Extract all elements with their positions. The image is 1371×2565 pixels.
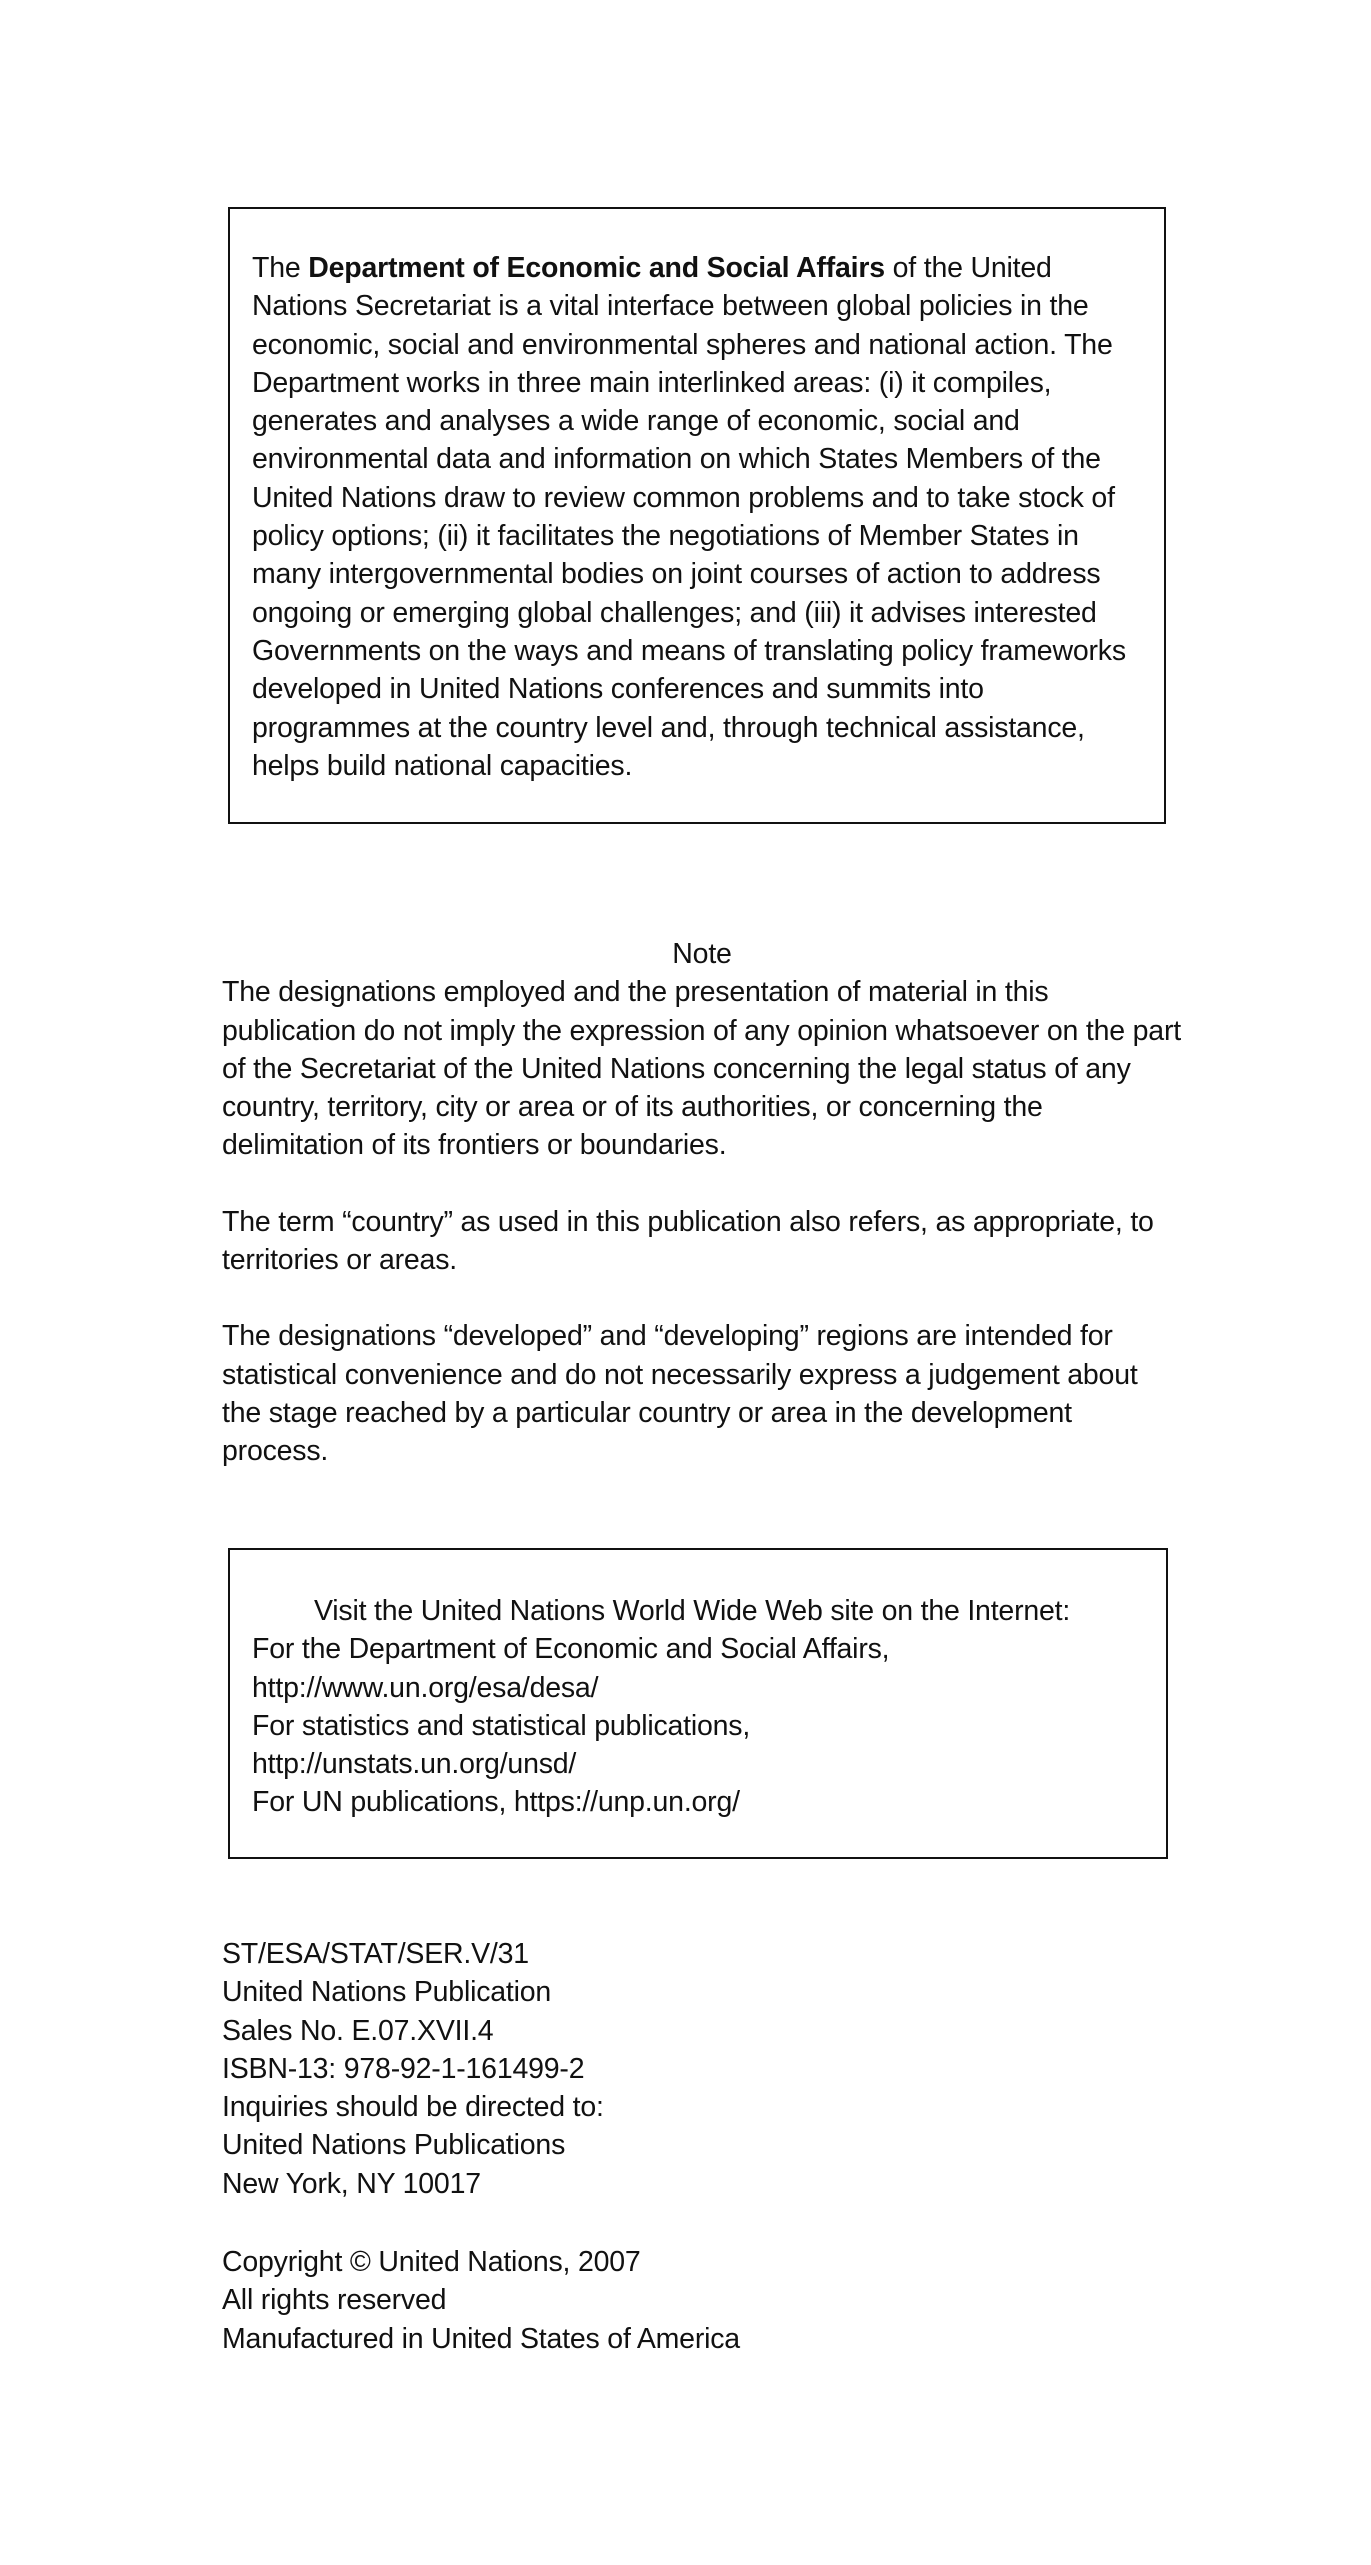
publisher-name: United Nations Publications	[222, 2129, 566, 2162]
desa-prefix: The	[252, 252, 309, 284]
copyright-block	[222, 2243, 1122, 2358]
document-symbol: ST/ESA/STAT/SER.V/31	[222, 1938, 529, 1970]
desa-url-link[interactable]: http://www.un.org/esa/desa/	[252, 1671, 599, 1704]
un-publications-line[interactable]: For UN publications, https://unp.un.org/	[252, 1786, 740, 1819]
manufacture-line: Manufactured in United States of America	[222, 2322, 740, 2355]
desa-name: Department of Economic and Social Affairs	[308, 252, 885, 284]
note-section	[222, 935, 1182, 1509]
sales-number: Sales No. E.07.XVII.4	[222, 2014, 494, 2047]
desa-description-box	[228, 207, 1166, 824]
desa-body: of the United Nations Secretariat is a vital interface between global policies in the economic, social and environmental spheres and national action. The Department works in three main interlinked areas: (i) it compiles, generates and analyses a wide range of economic, social and environmental data and information on which States Members of the United Nations draw to review common problems and to take stock of policy options; (ii) it facilitates the negotiations of Member States in many intergovernmental bodies on joint courses of action to address ongoing or emerging global challenges; and (iii) it advises interested Governments on the ways and means of translating policy frameworks developed in United Nations conferences and summits into programmes at the country level and, through technical assistance, helps build national capacities.	[252, 252, 1126, 782]
inquiries-label: Inquiries should be directed to:	[222, 2091, 604, 2124]
publication-type: United Nations Publication	[222, 1976, 552, 2009]
website-intro: Visit the United Nations World Wide Web site on the Internet:	[314, 1595, 1071, 1627]
website-info-box	[228, 1548, 1168, 1859]
publication-info	[222, 1935, 1122, 2203]
note-paragraph: The designations “developed” and “developing” regions are intended for statistical convenience and do not necessarily express a judgement about the stage reached by a particular country or area in the development process.	[222, 1320, 1138, 1468]
rights-line: All rights reserved	[222, 2284, 447, 2317]
isbn: ISBN-13: 978-92-1-161499-2	[222, 2052, 585, 2085]
website-line: For the Department of Economic and Social Affairs,	[252, 1633, 890, 1666]
note-title: Note	[672, 938, 732, 970]
note-paragraph: The term “country” as used in this publication also refers, as appropriate, to territories or areas.	[222, 1205, 1154, 1277]
note-paragraph: The designations employed and the presentation of material in this publication do not imply the expression of any opinion whatsoever on the part of the Secretariat of the United Nations concerning the legal status of any country, territory, city or area or of its authorities, or concerning the delimitation of its frontiers or boundaries.	[222, 976, 1181, 1162]
copyright-line: Copyright © United Nations, 2007	[222, 2246, 641, 2278]
desa-description-paragraph	[252, 249, 1144, 785]
unsd-url-link[interactable]: http://unstats.un.org/unsd/	[252, 1748, 577, 1781]
website-line: For statistics and statistical publications,	[252, 1709, 751, 1742]
publisher-address: New York, NY 10017	[222, 2167, 481, 2200]
